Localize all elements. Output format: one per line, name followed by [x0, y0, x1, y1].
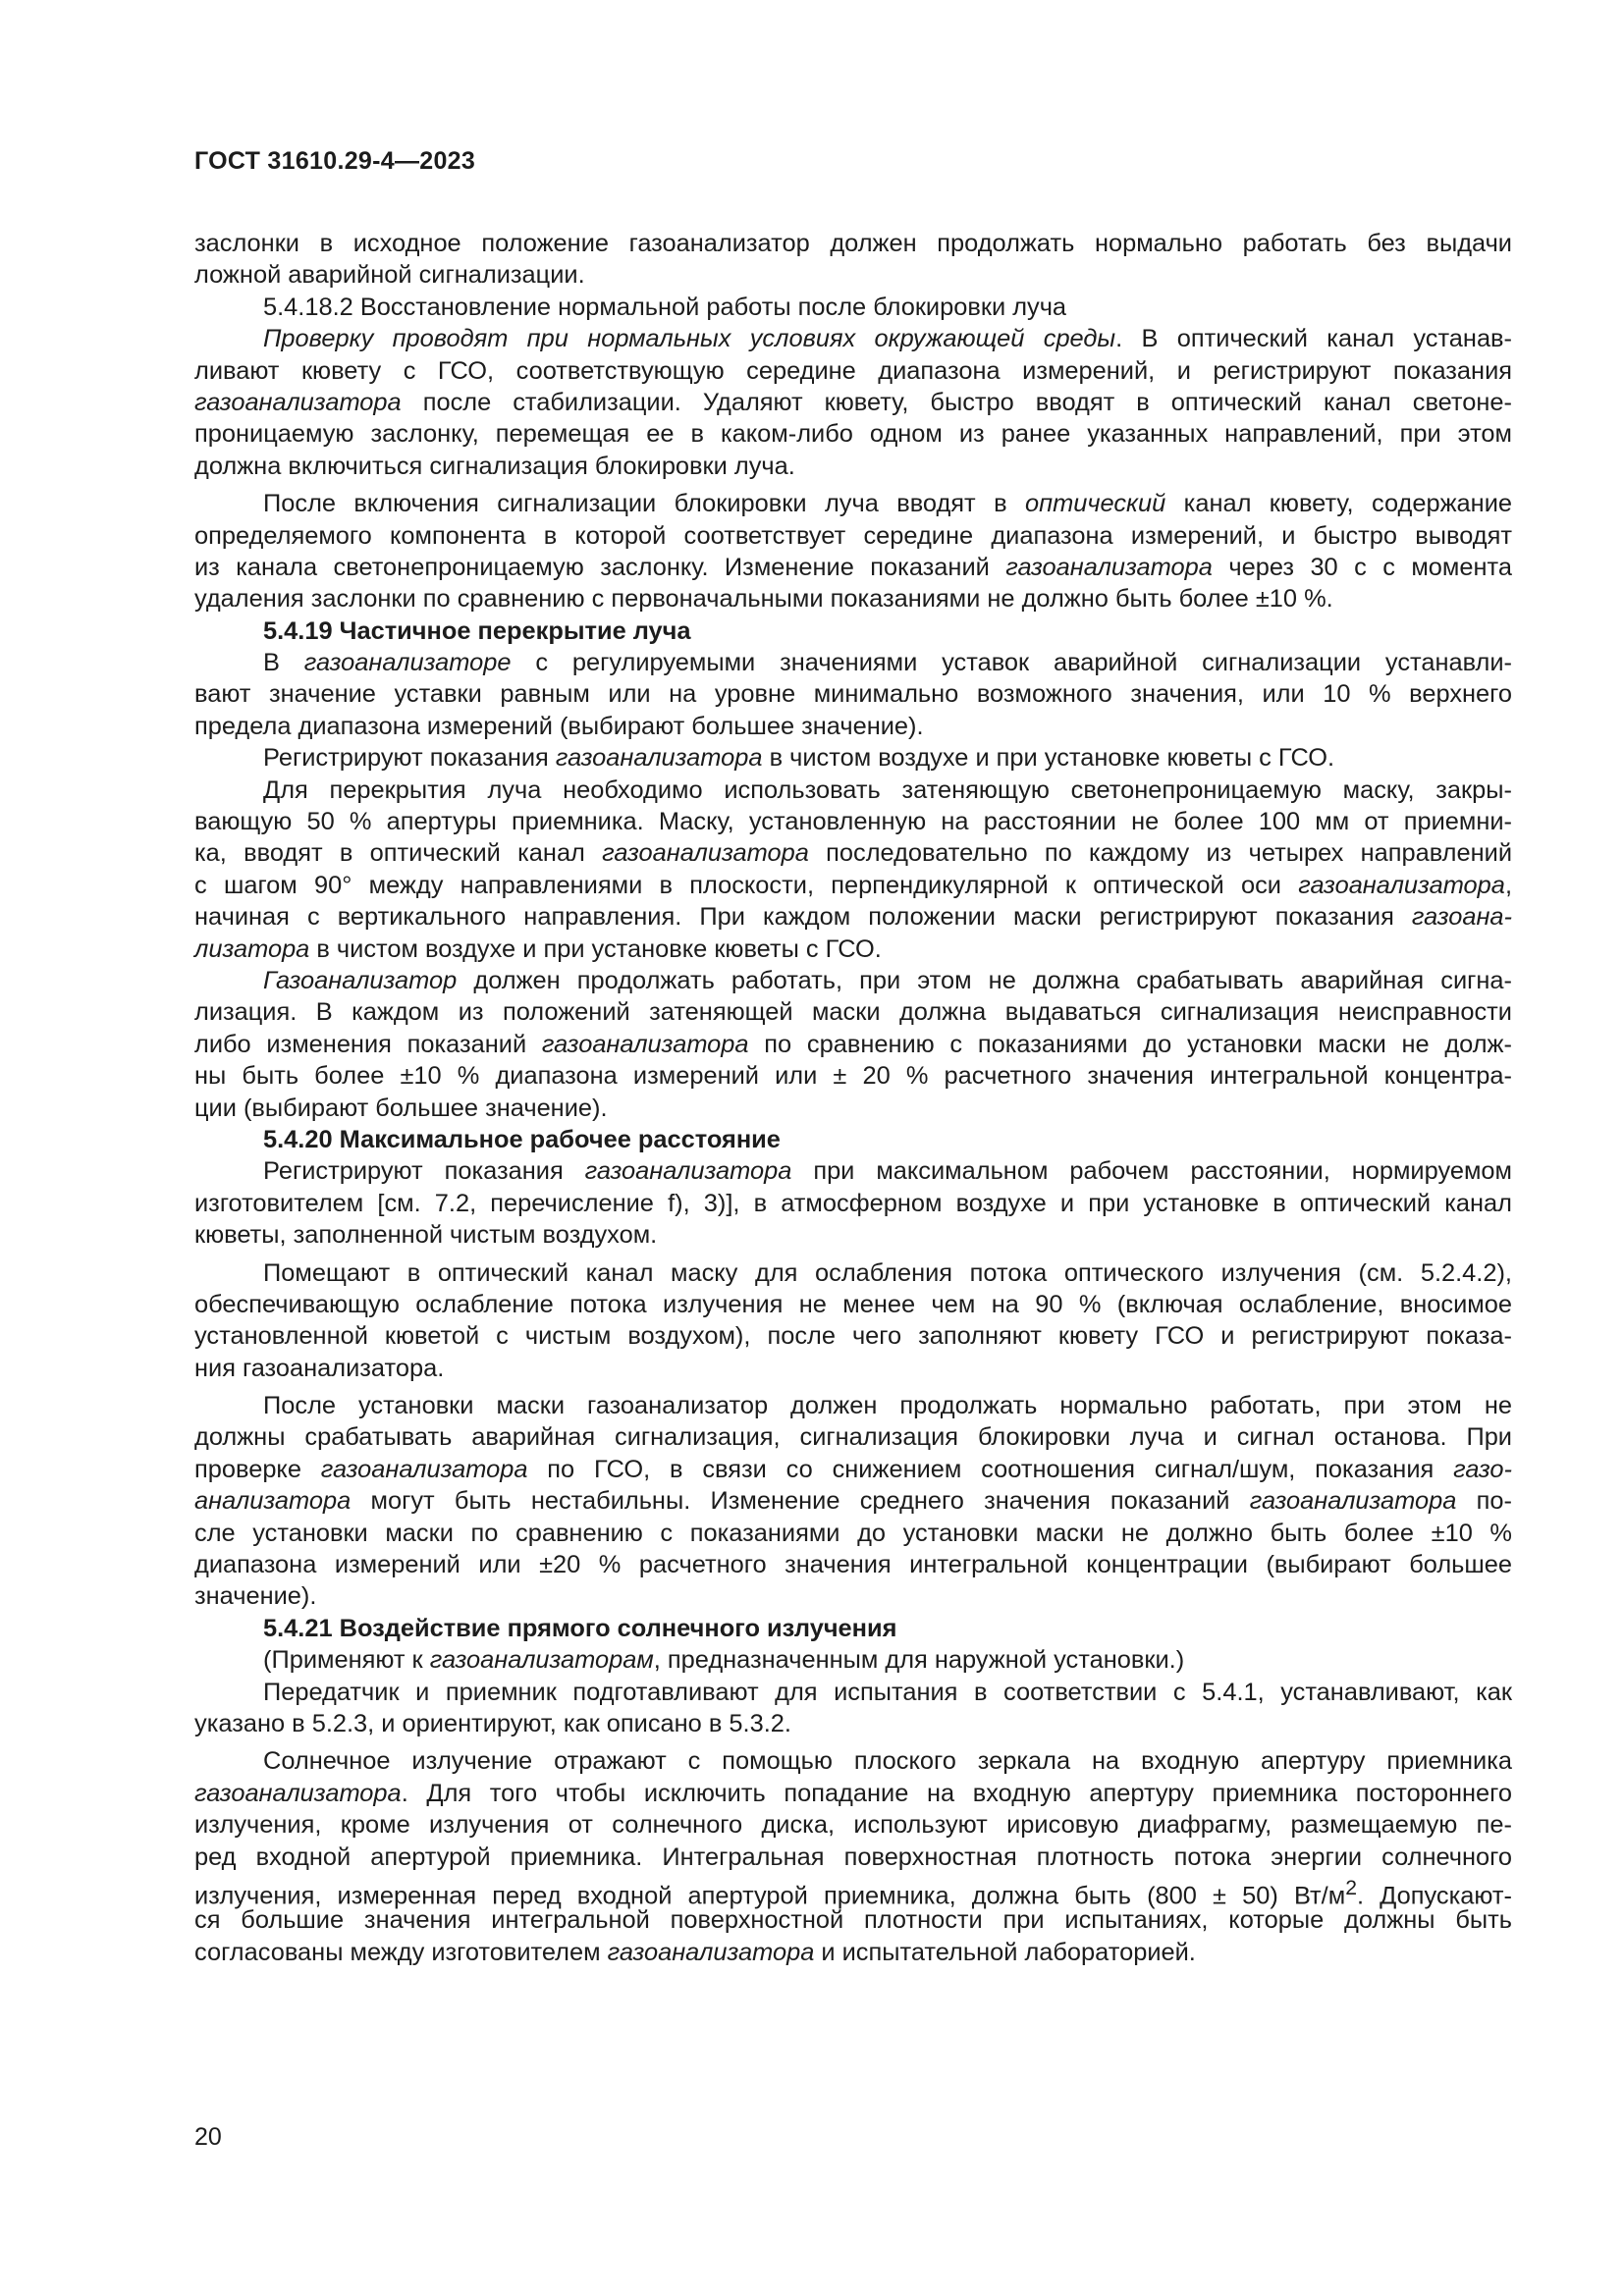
text-line: Регистрируют показания газоанализатора в чистом воздухе и при установке кюветы с ГСО.: [263, 744, 1335, 773]
page-number: 20: [194, 2123, 222, 2151]
text-line: 5.4.18.2 Восстановление нормальной работы после блокировки луча: [263, 293, 1067, 321]
text-line: указано в 5.2.3, и ориентируют, как описано в 5.3.2.: [194, 1709, 791, 1737]
text-line: начиная с вертикального направления. При каждом положении маски регистрируют показания газоана-: [194, 903, 1512, 932]
text-line: лизация. В каждом из положений затеняющей маски должна выдаваться сигнализация неисправности: [194, 998, 1512, 1027]
text-line: Помещают в оптический канал маску для ослабления потока оптического излучения (см. 5.2.4.2),: [263, 1258, 1512, 1287]
text-line: В газоанализаторе с регулируемыми значениями уставок аварийной сигнализации устанавли-: [263, 649, 1512, 677]
text-line: ка, вводят в оптический канал газоанализатора последовательно по каждому из четырех направлений: [194, 839, 1513, 868]
text-line: значение).: [194, 1582, 317, 1611]
text-line: заслонки в исходное положение газоанализатор должен продолжать нормально работать без выдачи: [194, 230, 1512, 257]
text-line: Для перекрытия луча необходимо использовать затеняющую светонепроницаемую маску, закры-: [263, 775, 1512, 804]
text-line: проверке газоанализатора по ГСО, в связи со снижением соотношения сигнал/шум, показания газо-: [194, 1455, 1512, 1483]
text-line: обеспечивающую ослабление потока излучения не менее чем на 90 % (включая ослабление, вносимое: [194, 1290, 1512, 1318]
text-line: Регистрируют показания газоанализатора при максимальном рабочем расстоянии, нормируемом: [263, 1157, 1513, 1186]
text-line: удаления заслонки по сравнению с первоначальными показаниями не должно быть более ±10 %.: [194, 585, 1333, 614]
text-line: Передатчик и приемник подготавливают для испытания в соответствии с 5.4.1, устанавливают, как: [263, 1678, 1512, 1706]
section-heading: 5.4.20 Максимальное рабочее расстояние: [263, 1125, 781, 1153]
document-body: [194, 228, 1512, 1968]
text-line: вающую 50 % апертуры приемника. Маску, установленную на расстоянии не более 100 мм от приемни-: [194, 808, 1512, 836]
text-line: сле установки маски по сравнению с показаниями до установки маски не должно быть более ±10 %: [194, 1519, 1512, 1547]
text-line: должна включиться сигнализация блокировки луча.: [194, 452, 795, 480]
text-line: излучения, кроме излучения от солнечного диска, используют ирисовую диафрагму, размещаемую пе-: [194, 1811, 1512, 1840]
text-line: определяемого компонента в которой соответствует середине диапазона измерений, и быстро выводят: [194, 521, 1512, 550]
text-line: Проверку проводят при нормальных условиях окружающей среды. В оптический канал устанав-: [263, 325, 1513, 353]
text-line: анализатора могут быть нестабильны. Изменение среднего значения показаний газоанализатора по-: [194, 1487, 1512, 1516]
text-line: с шагом 90° между направлениями в плоскости, перпендикулярной к оптической оси газоанализатора,: [194, 871, 1512, 899]
text-line: Газоанализатор должен продолжать работать, при этом не должна срабатывать аварийная сигна-: [263, 966, 1512, 994]
text-line: диапазона измерений или ±20 % расчетного значения интегральной концентрации (выбирают большее: [194, 1551, 1512, 1579]
text-line: должны срабатывать аварийная сигнализация, сигнализация блокировки луча и сигнал останова. При: [194, 1423, 1512, 1452]
text-line: лизатора в чистом воздухе и при установке кюветы с ГСО.: [194, 934, 882, 963]
text-line: После установки маски газоанализатор должен продолжать нормально работать, при этом не: [263, 1392, 1512, 1420]
text-line: Солнечное излучение отражают с помощью плоского зеркала на входную апертуру приемника: [263, 1747, 1512, 1776]
text-line: из канала светонепроницаемую заслонку. Изменение показаний газоанализатора через 30 с с момента: [194, 553, 1512, 581]
text-line: ны быть более ±10 % диапазона измерений или ± 20 % расчетного значения интегральной концентра-: [194, 1062, 1512, 1091]
text-line: предела диапазона измерений (выбирают большее значение).: [194, 712, 924, 740]
text-line: газоанализатора после стабилизации. Удаляют кювету, быстро вводят в оптический канал светоне-: [194, 388, 1512, 416]
text-line: вают значение уставки равным или на уровне минимально возможного значения, или 10 % верхнего: [194, 680, 1512, 709]
text-line: ложной аварийной сигнализации.: [194, 261, 585, 290]
text-line: излучения, измеренная перед входной апертурой приемника, должна быть (800 ± 50) $Вт/м^2$. Допускают-: [194, 1876, 1512, 1910]
text-line: согласованы между изготовителем газоанализатора и испытательной лабораторией.: [194, 1938, 1196, 1966]
text-line: проницаемую заслонку, перемещая ее в каком-либо одном из ранее указанных направлений, при этом: [194, 420, 1512, 449]
section-heading: 5.4.21 Воздействие прямого солнечного излучения: [263, 1614, 897, 1642]
text-line: кюветы, заполненной чистым воздухом.: [194, 1221, 658, 1250]
text-line: либо изменения показаний газоанализатора по сравнению с показаниями до установки маски не долж-: [194, 1030, 1512, 1058]
text-line: ся большие значения интегральной поверхностной плотности при испытаниях, которые должны быть: [194, 1906, 1512, 1935]
text-line: изготовителем [см. 7.2, перечисление f), 3)], в атмосферном воздухе и при установке в оптический канал: [194, 1189, 1512, 1217]
text-line: ред входной апертурой приемника. Интегральная поверхностная плотность потока энергии солнечного: [194, 1842, 1512, 1871]
text-line: газоанализатора. Для того чтобы исключить попадание на входную апертуру приемника постороннего: [194, 1779, 1512, 1807]
text-line: ливают кювету с ГСО, соответствующую середине диапазона измерений, и регистрируют показания: [194, 356, 1512, 385]
text-line: (Применяют к газоанализаторам, предназначенным для наружной установки.): [263, 1646, 1185, 1675]
section-heading: 5.4.19 Частичное перекрытие луча: [263, 616, 691, 645]
text-line: После включения сигнализации блокировки луча вводят в оптический канал кювету, содержание: [263, 490, 1512, 518]
text-line: ния газоанализатора.: [194, 1354, 445, 1382]
text-line: установленной кюветой с чистым воздухом), после чего заполняют кювету ГСО и регистрируют показа-: [194, 1322, 1512, 1351]
document-header: ГОСТ 31610.29-4—2023: [194, 147, 476, 175]
text-line: ции (выбирают большее значение).: [194, 1094, 608, 1122]
